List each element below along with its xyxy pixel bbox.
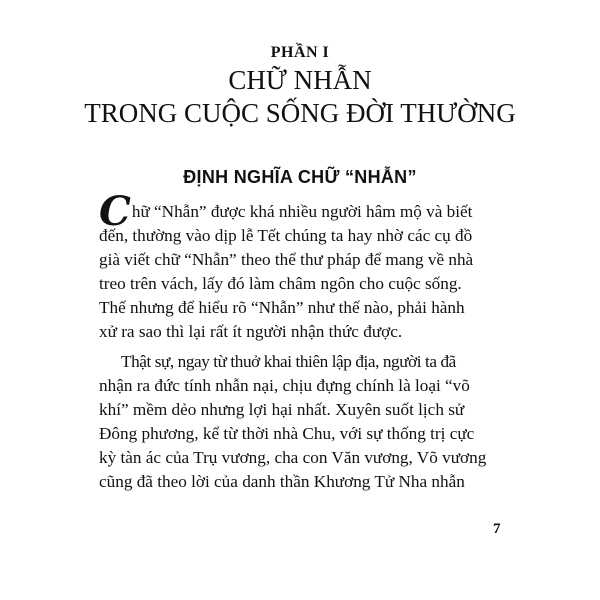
paragraph-line-text: hữ “Nhẫn” được khá nhiều người hâm mộ và biết [131, 202, 473, 221]
drop-cap: C [99, 188, 131, 235]
paragraph-line: đến, thường vào dịp lễ Tết chúng ta hay nhờ các cụ đồ [99, 226, 473, 245]
paragraph-2 [99, 350, 501, 494]
part-title-line-1: CHỮ NHẪN [228, 65, 372, 95]
paragraph-line: treo trên vách, lấy đó làm châm ngôn cho cuộc sống. [99, 274, 462, 293]
page-number: 7 [493, 521, 501, 537]
section-heading: ĐỊNH NGHĨA CHỮ “NHẪN” [183, 167, 417, 187]
paragraph-line: Đông phương, kể từ thời nhà Chu, với sự thống trị cực [99, 424, 475, 443]
part-title-line-2: TRONG CUỘC SỐNG ĐỜI THƯỜNG [84, 98, 516, 128]
paragraph-line: kỳ tàn ác của Trụ vương, cha con Văn vương, Võ vương [99, 448, 487, 467]
paragraph-1 [99, 188, 501, 344]
paragraph-line: Thế nhưng để hiểu rõ “Nhẫn” như thế nào, phải hành [99, 298, 465, 317]
paragraph-line: nhận ra đức tính nhẫn nại, chịu đựng chính là loại “võ [99, 376, 470, 395]
paragraph-line: xử ra sao thì lại rất ít người nhận thức được. [99, 322, 403, 341]
paragraph-line: Thật sự, ngay từ thuở khai thiên lập địa, người ta đã [121, 352, 456, 371]
part-label: PHẦN I [270, 44, 330, 61]
paragraph-line: khí” mềm dẻo nhưng lợi hại nhất. Xuyên suốt lịch sử [99, 400, 465, 419]
paragraph-line: già viết chữ “Nhẫn” theo thể thư pháp để mang về nhà [99, 250, 474, 269]
paragraph-line: cũng đã theo lời của danh thần Khương Tử Nha nhẫn [99, 472, 465, 491]
body-text [99, 188, 501, 494]
paragraph-line [99, 188, 501, 235]
